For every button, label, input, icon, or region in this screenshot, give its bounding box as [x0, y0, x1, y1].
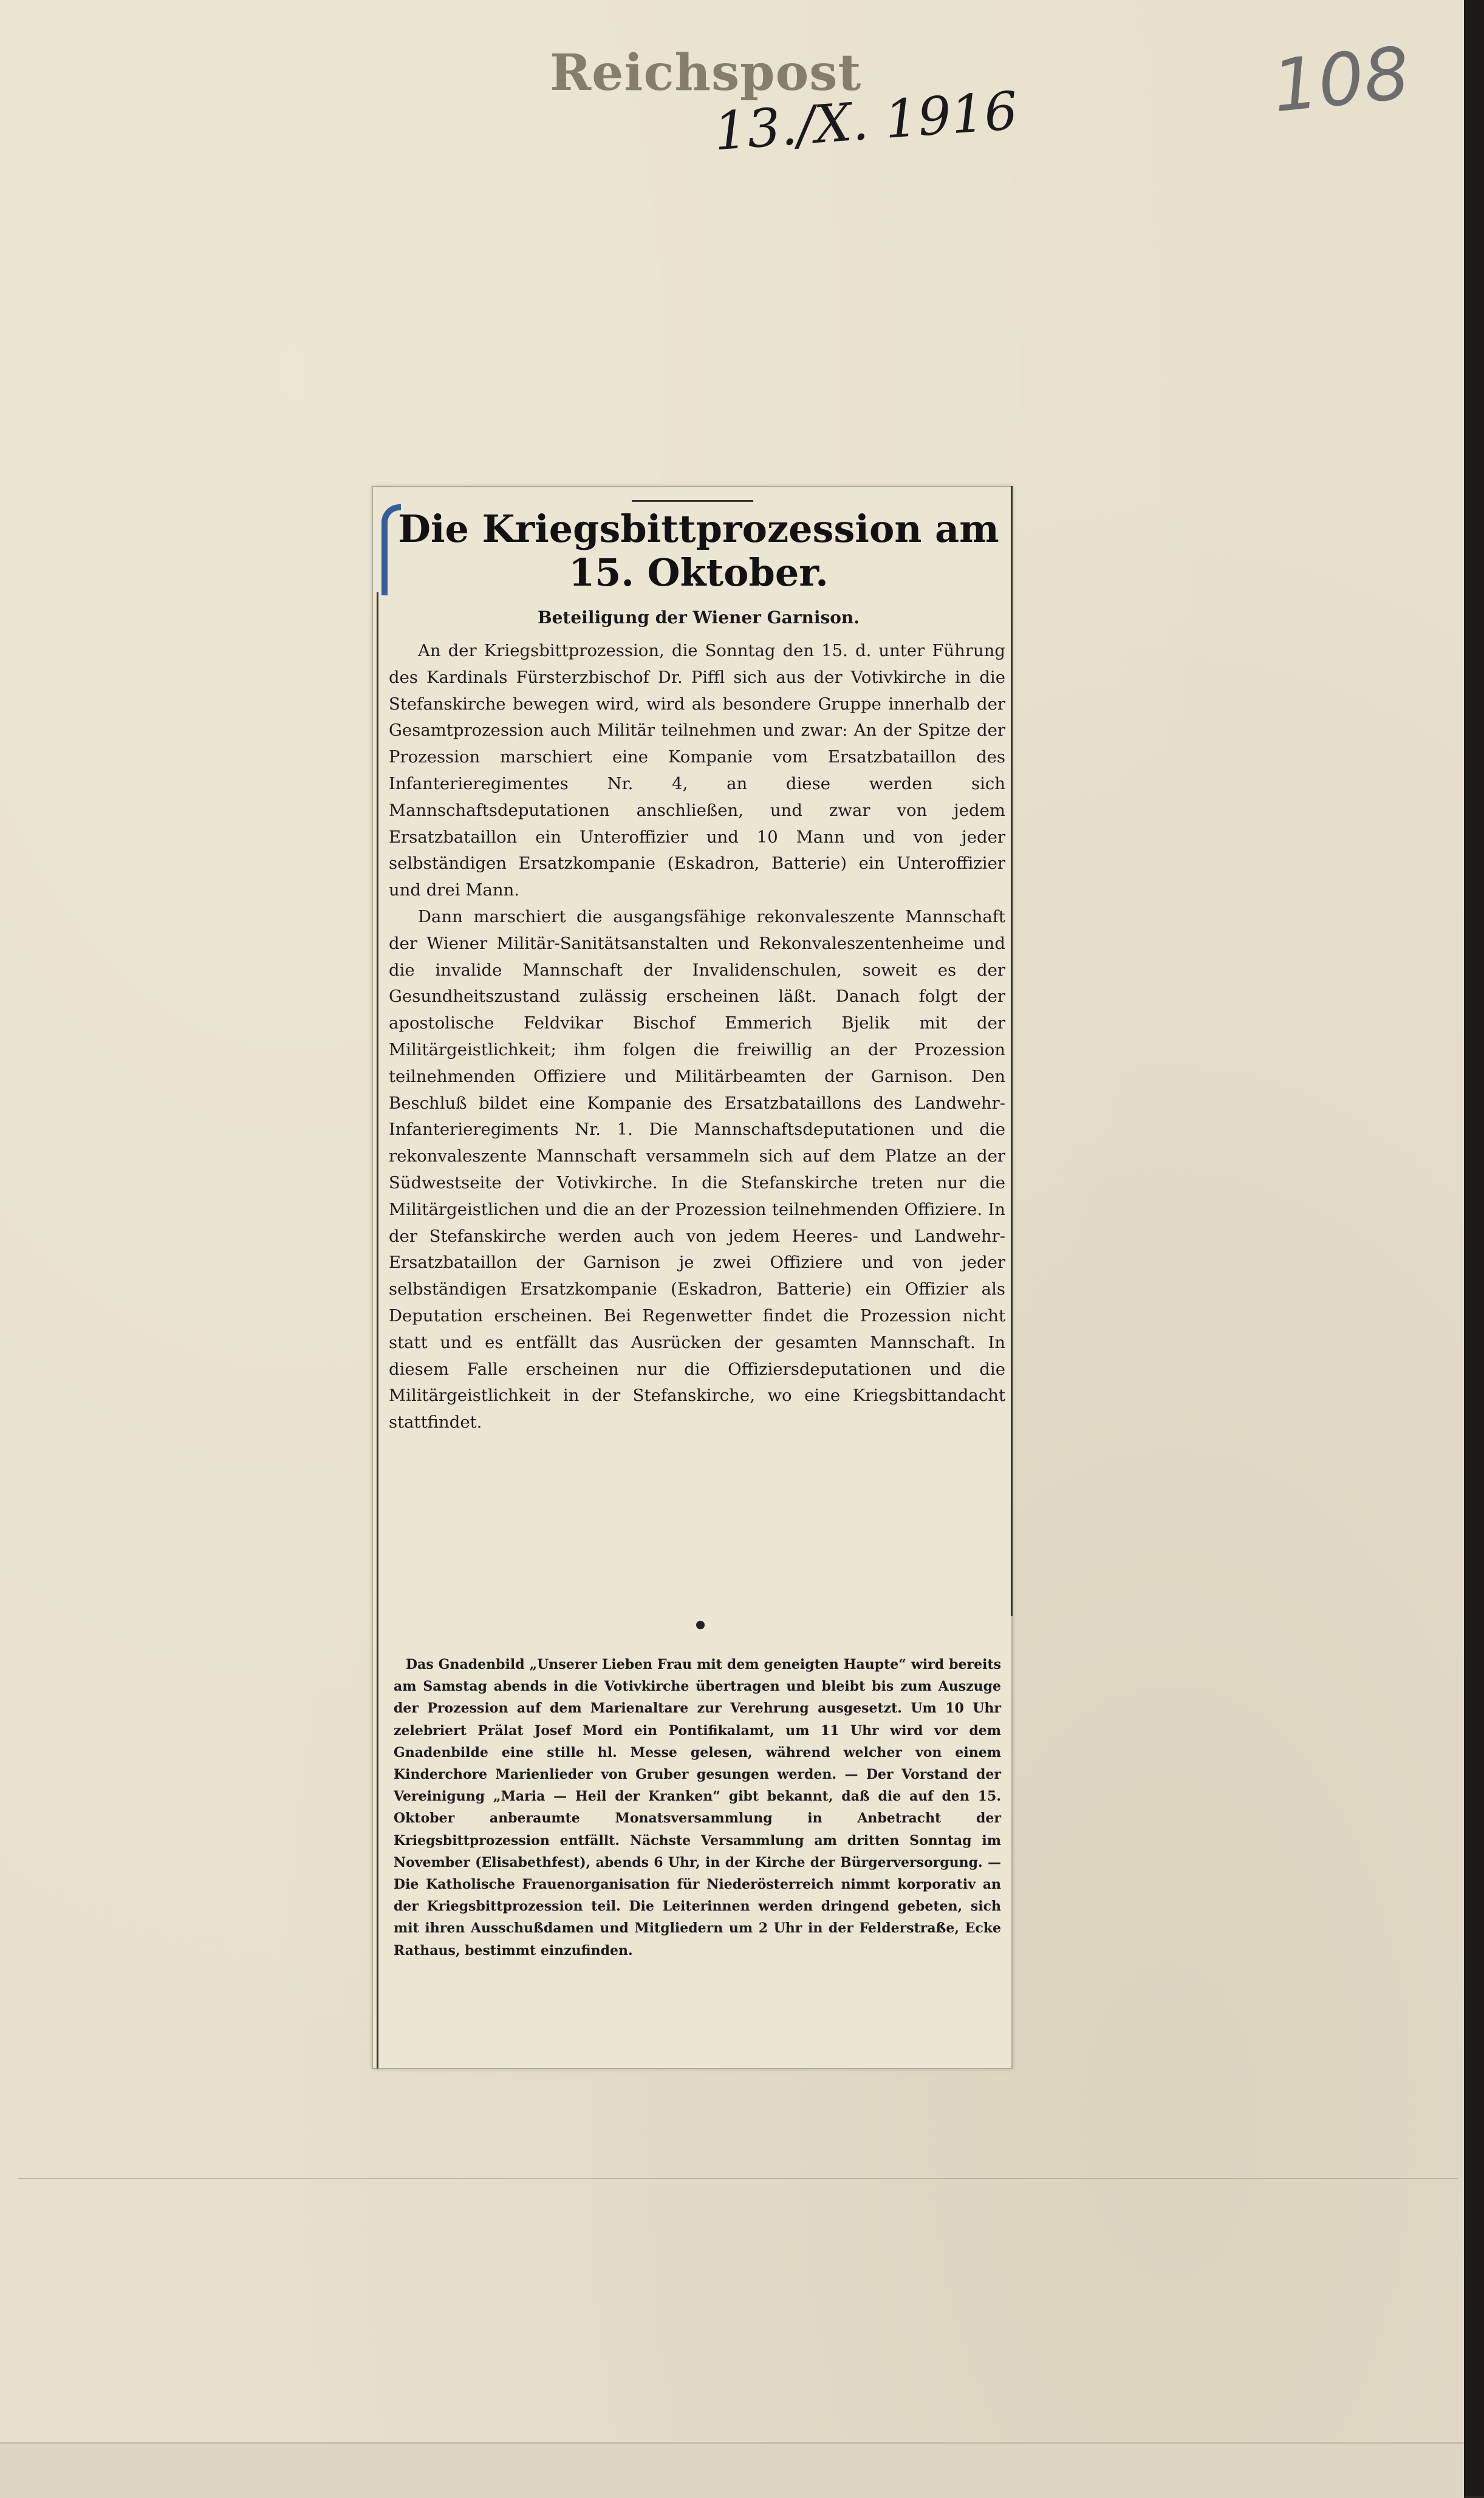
- article-headline: Die Kriegsbittprozession am 15. Oktober.: [398, 507, 999, 595]
- notice-paragraph: Das Gnadenbild „Unserer Lieben Frau mit dem geneigten Haupte“ wird bereits am Samstag abends in die Votivkirche übertragen und bleibt bis zum Auszuge der Prozession auf dem Marienaltare zur Verehrung ausgesetzt. Um 10 Uhr zelebriert Prälat Josef Mord ein Pontifikalamt, um 11 Uhr wird vor dem Gnadenbilde eine stille hl. Messe gelesen, während welcher von einem Kinderchore Marienlieder von Gruber gesungen werden. — Der Vorstand der Vereinigung „Maria — Heil der Kranken“ gibt bekannt, daß die auf den 15. Oktober anberaumte Monatsversammlung in Anbetracht der Kriegsbittprozession entfällt. Nächste Versammlung am dritten Sonntag im November (Elisabethfest), abends 6 Uhr, in der Kirche der Bürgerversorgung. — Die Katholische Frauenorganisation für Niederösterreich nimmt korporativ an der Kriegsbittprozession teil. Die Leiterinnen werden dringend gebeten, sich mit ihren Ausschußdamen und Mitgliedern um 2 Uhr in der Felderstraße, Ecke Rathaus, bestimmt einzufinden.: [394, 1657, 1001, 1959]
- newspaper-stamp: Reichspost: [550, 44, 862, 102]
- folio-number: 108: [1268, 30, 1414, 129]
- clipping-column-rule: [1011, 486, 1013, 1616]
- paper-bottom-edge: [0, 2442, 1464, 2498]
- handwritten-date: 13./X. 1916: [712, 80, 1020, 163]
- headline-top-rule: [632, 500, 753, 502]
- separator-dot: [696, 1621, 705, 1629]
- article-paragraph: An der Kriegsbittprozession, die Sonntag den 15. d. unter Führung des Kardinals Fürsterzbischof Dr. Piffl sich aus der Votivkirche in die Stefanskirche bewegen wird, wird als besondere Gruppe innerhalb der Gesamtprozession auch Militär teilnehmen und zwar: An der Spitze der Prozession marschiert eine Kompanie vom Ersatzbataillon des Infanterieregimentes Nr. 4, an diese werden sich Mannschaftsdeputationen anschließen, und zwar von jedem Ersatzbataillon ein Unteroffizier und 10 Mann und von jeder selbständigen Ersatzkompanie (Eskadron, Batterie) ein Unteroffizier und drei Mann.: [389, 641, 1005, 900]
- scan-border: [1464, 0, 1484, 2496]
- article-paragraph: Dann marschiert die ausgangsfähige rekonvaleszente Mannschaft der Wiener Militär-Sanitätsanstalten und Rekonvaleszentenheime und die invalide Mannschaft der Invalidenschulen, soweit es der Gesundheitszustand zulässig erscheinen läßt. Danach folgt der apostolische Feldvikar Bischof Emmerich Bjelik mit der Militärgeistlichkeit; ihm folgen die freiwillig an der Prozession teilnehmenden Offiziere und Militärbeamten der Garnison. Den Beschluß bildet eine Kompanie des Ersatzbataillons des Landwehr-Infanterieregiments Nr. 1. Die Mannschaftsdeputationen und die rekonvaleszente Mannschaft versammeln sich auf dem Platze an der Südwestseite der Votivkirche. In die Stefanskirche treten nur die Militärgeistlichen und die an der Prozession teilnehmenden Offiziere. In der Stefanskirche werden auch von jedem Heeres- und Landwehr-Ersatzbataillon der Garnison je zwei Offiziere und von jeder selbständigen Ersatzkompanie (Eskadron, Batterie) ein Offizier als Deputation erscheinen. Bei Regenwetter findet die Prozession nicht statt und es entfällt das Ausrücken der gesamten Mannschaft. In diesem Falle erscheinen nur die Offiziersdeputationen und die Militärgeistlichkeit in der Stefanskirche, wo eine Kriegsbittandacht stattfindet.: [389, 906, 1005, 1432]
- paper-fold-line: [18, 2178, 1458, 2179]
- article-subhead: Beteiligung der Wiener Garnison.: [537, 607, 860, 628]
- article-body: [389, 638, 1005, 1436]
- church-notice: [394, 1654, 1001, 1962]
- clipping-column-rule: [377, 592, 378, 2069]
